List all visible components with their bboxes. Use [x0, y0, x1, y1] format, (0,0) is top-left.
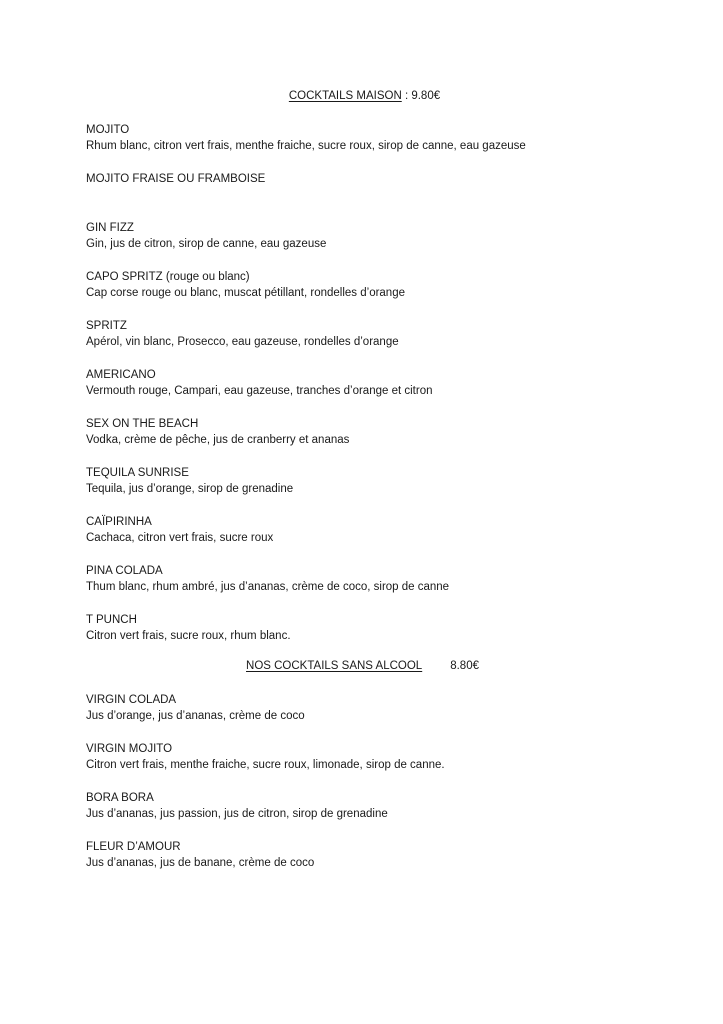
cocktail-item-americano — [86, 367, 686, 416]
cocktail-description: Citron vert frais, sucre roux, rhum blanc. — [86, 630, 291, 642]
mocktail-name: VIRGIN MOJITO — [86, 743, 173, 755]
mocktail-item-virgin-mojito — [86, 741, 686, 790]
cocktails-maison-list — [86, 122, 686, 661]
cocktail-name: T PUNCH — [86, 614, 137, 626]
cocktail-item-sex-on-the-beach — [86, 416, 686, 465]
mocktail-description: Jus d’ananas, jus de banane, crème de coco — [86, 857, 315, 869]
sans-alcool-heading — [0, 659, 723, 673]
cocktail-item-pina-colada — [86, 563, 686, 612]
mocktail-item-fleur-d-amour — [86, 839, 686, 888]
cocktail-description: Vodka, crème de pêche, jus de cranberry et ananas — [86, 434, 350, 446]
cocktail-description: Apérol, vin blanc, Prosecco, eau gazeuse, rondelles d’orange — [86, 336, 399, 348]
cocktail-description: Tequila, jus d’orange, sirop de grenadine — [86, 483, 294, 495]
cocktail-name: CAÏPIRINHA — [86, 516, 152, 528]
cocktail-item-t-punch — [86, 612, 686, 661]
cocktail-description: Gin, jus de citron, sirop de canne, eau gazeuse — [86, 238, 327, 250]
mocktail-name: FLEUR D’AMOUR — [86, 841, 181, 853]
cocktail-item-tequila-sunrise — [86, 465, 686, 514]
cocktails-maison-title: COCKTAILS MAISON — [288, 90, 402, 102]
cocktail-description: Vermouth rouge, Campari, eau gazeuse, tranches d’orange et citron — [86, 385, 433, 397]
mocktail-name: VIRGIN COLADA — [86, 694, 177, 706]
cocktail-name: SPRITZ — [86, 320, 127, 332]
mocktail-item-virgin-colada — [86, 692, 686, 741]
mocktail-name: BORA BORA — [86, 792, 154, 804]
cocktail-name: TEQUILA SUNRISE — [86, 467, 189, 479]
cocktail-name: CAPO SPRITZ (rouge ou blanc) — [86, 271, 250, 283]
cocktail-name: SEX ON THE BEACH — [86, 418, 199, 430]
cocktail-item-gin-fizz — [86, 220, 686, 269]
cocktail-item-spritz — [86, 318, 686, 367]
mocktail-description: Jus d’ananas, jus passion, jus de citron, sirop de grenadine — [86, 808, 388, 820]
cocktail-item-mojito — [86, 122, 686, 171]
cocktail-item-capo-spritz — [86, 269, 686, 318]
cocktail-name: GIN FIZZ — [86, 222, 134, 234]
cocktail-item-caipirinha — [86, 514, 686, 563]
cocktails-maison-heading — [0, 89, 723, 103]
cocktail-name: MOJITO FRAISE OU FRAMBOISE — [86, 173, 266, 185]
cocktail-name: AMERICANO — [86, 369, 156, 381]
sans-alcool-title: NOS COCKTAILS SANS ALCOOL — [246, 660, 423, 672]
mocktail-item-bora-bora — [86, 790, 686, 839]
sans-alcool-price: 8.80€ — [450, 660, 479, 672]
cocktails-maison-price: : 9.80€ — [401, 90, 441, 102]
cocktail-name: PINA COLADA — [86, 565, 163, 577]
cocktail-name: MOJITO — [86, 124, 130, 136]
mocktail-description: Citron vert frais, menthe fraiche, sucre roux, limonade, sirop de canne. — [86, 759, 445, 771]
cocktail-description: Rhum blanc, citron vert frais, menthe fraiche, sucre roux, sirop de canne, eau gazeuse — [86, 140, 526, 152]
mocktail-description: Jus d’orange, jus d’ananas, crème de coco — [86, 710, 305, 722]
sans-alcool-list — [86, 692, 686, 888]
cocktail-description: Cachaca, citron vert frais, sucre roux — [86, 532, 274, 544]
cocktail-description: Thum blanc, rhum ambré, jus d’ananas, crème de coco, sirop de canne — [86, 581, 450, 593]
cocktail-item-mojito-fraise — [86, 171, 686, 220]
cocktail-description: Cap corse rouge ou blanc, muscat pétillant, rondelles d’orange — [86, 287, 405, 299]
